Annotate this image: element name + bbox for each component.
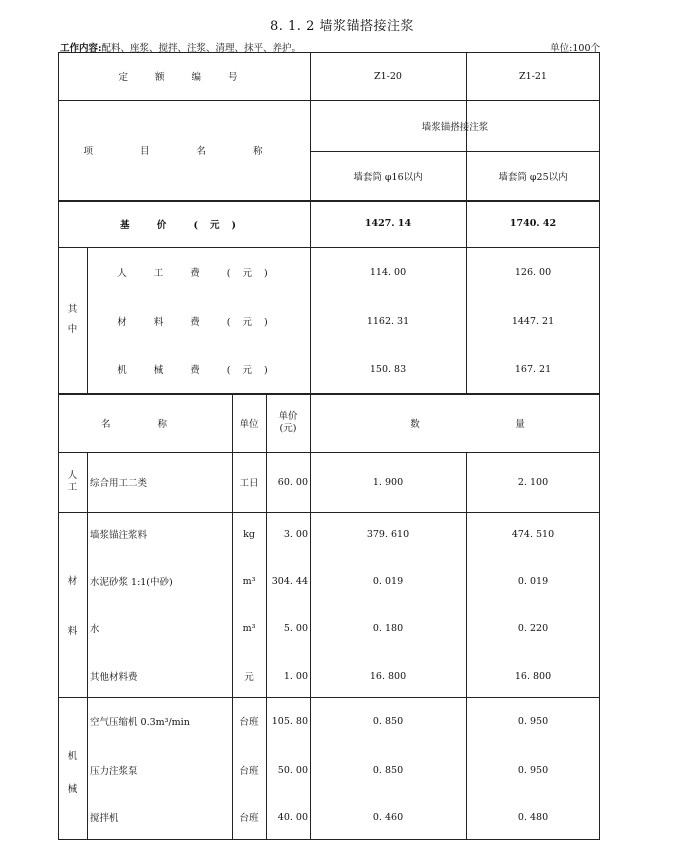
material-price: 5. 00 — [283, 622, 308, 634]
material-qty: 0. 019 — [517, 575, 549, 587]
base-price-label: 基 价 (元) — [119, 219, 249, 231]
code-label: 定 额 编 号 — [118, 72, 250, 83]
detail-unit-header: 单位 — [239, 418, 259, 430]
material-cost-value: 1162. 31 — [366, 315, 410, 327]
machine-name: 空气压缩机 0.3m³/min — [90, 717, 190, 728]
qty-header-1: 数 — [410, 418, 420, 430]
machine-cost-label: 机 械 费 (元) — [117, 365, 280, 376]
work-content-text: 配料、座浆、搅拌、注浆、清理、抹平、养护。 — [101, 43, 302, 54]
spec-phi16: 墙套筒 φ16以内 — [353, 171, 423, 183]
machine-qty: 0. 950 — [517, 764, 549, 776]
material-qty: 16. 800 — [369, 670, 407, 682]
code-z1-21: Z1-21 — [519, 70, 547, 82]
material-cost-label: 材 料 费 (元) — [117, 317, 280, 328]
material-unit: m³ — [242, 622, 256, 634]
material-price: 1. 00 — [283, 670, 308, 682]
material-name: 水 — [90, 624, 100, 635]
code-z1-20: Z1-20 — [374, 70, 402, 82]
material-name: 水泥砂浆 1:1(中砂) — [90, 577, 173, 588]
base-price-value: 1740. 42 — [509, 218, 557, 229]
material-qty: 0. 220 — [517, 622, 549, 634]
machine-price: 50. 00 — [277, 764, 308, 776]
material-price: 3. 00 — [283, 528, 308, 540]
unit-label: 单位:100个 — [550, 43, 600, 54]
material-cost-value: 1447. 21 — [511, 315, 555, 327]
material-name: 墙浆锚注浆料 — [90, 530, 148, 541]
labor-item-name: 综合用工二类 — [90, 478, 148, 489]
rule — [87, 452, 88, 840]
machine-qty: 0. 850 — [372, 764, 404, 776]
material-name: 其他材料费 — [90, 672, 138, 683]
machine-name: 搅拌机 — [90, 813, 119, 824]
labor-item-unit: 工日 — [239, 478, 259, 489]
material-price: 304. 44 — [271, 575, 308, 587]
labor-item-qty: 2. 100 — [517, 476, 549, 488]
material-unit: kg — [243, 528, 255, 540]
rule — [58, 697, 600, 698]
machine-unit: 台班 — [239, 766, 259, 777]
rule — [58, 512, 600, 513]
machine-name: 压力注浆泵 — [90, 766, 138, 777]
machine-price: 40. 00 — [277, 811, 308, 823]
machinery-category: 机 — [67, 751, 78, 762]
rule — [58, 247, 600, 248]
material-category: 材 — [67, 576, 78, 587]
base-price-value: 1427. 14 — [364, 218, 412, 229]
machine-cost-value: 167. 21 — [514, 363, 552, 375]
material-category: 料 — [67, 626, 78, 637]
detail-price-header: 单价 (元) — [278, 410, 298, 434]
detail-name-header: 名 称 — [100, 418, 190, 430]
machine-unit: 台班 — [239, 813, 259, 824]
material-qty: 16. 800 — [514, 670, 552, 682]
material-qty: 0. 019 — [372, 575, 404, 587]
labor-cost-value: 126. 00 — [514, 266, 552, 278]
material-unit: m³ — [242, 575, 256, 587]
group-title: 墙浆锚搭接注浆 — [421, 121, 489, 133]
work-content-label: 工作内容: — [60, 43, 102, 54]
labor-item-qty: 1. 900 — [372, 476, 404, 488]
material-unit: 元 — [244, 672, 254, 683]
machine-price: 105. 80 — [271, 715, 308, 727]
labor-cost-value: 114. 00 — [369, 266, 407, 278]
material-qty: 0. 180 — [372, 622, 404, 634]
material-qty: 474. 510 — [511, 528, 555, 540]
item-name-label: 项 目 名 称 — [83, 146, 285, 157]
labor-cost-label: 人 工 费 (元) — [117, 268, 280, 279]
machine-qty: 0. 950 — [517, 715, 549, 727]
breakdown-label: 其中 — [67, 304, 78, 335]
material-qty: 379. 610 — [366, 528, 410, 540]
labor-category: 人工 — [67, 470, 78, 493]
machine-unit: 台班 — [239, 717, 259, 728]
labor-item-price: 60. 00 — [277, 476, 308, 488]
spec-phi25: 墙套筒 φ25以内 — [498, 171, 568, 183]
machine-qty: 0. 850 — [372, 715, 404, 727]
machinery-category: 械 — [67, 784, 78, 795]
qty-header-2: 量 — [515, 418, 525, 430]
machine-qty: 0. 480 — [517, 811, 549, 823]
machine-qty: 0. 460 — [372, 811, 404, 823]
machine-cost-value: 150. 83 — [369, 363, 407, 375]
page-title: 8. 1. 2 墙浆锚搭接注浆 — [270, 19, 414, 34]
